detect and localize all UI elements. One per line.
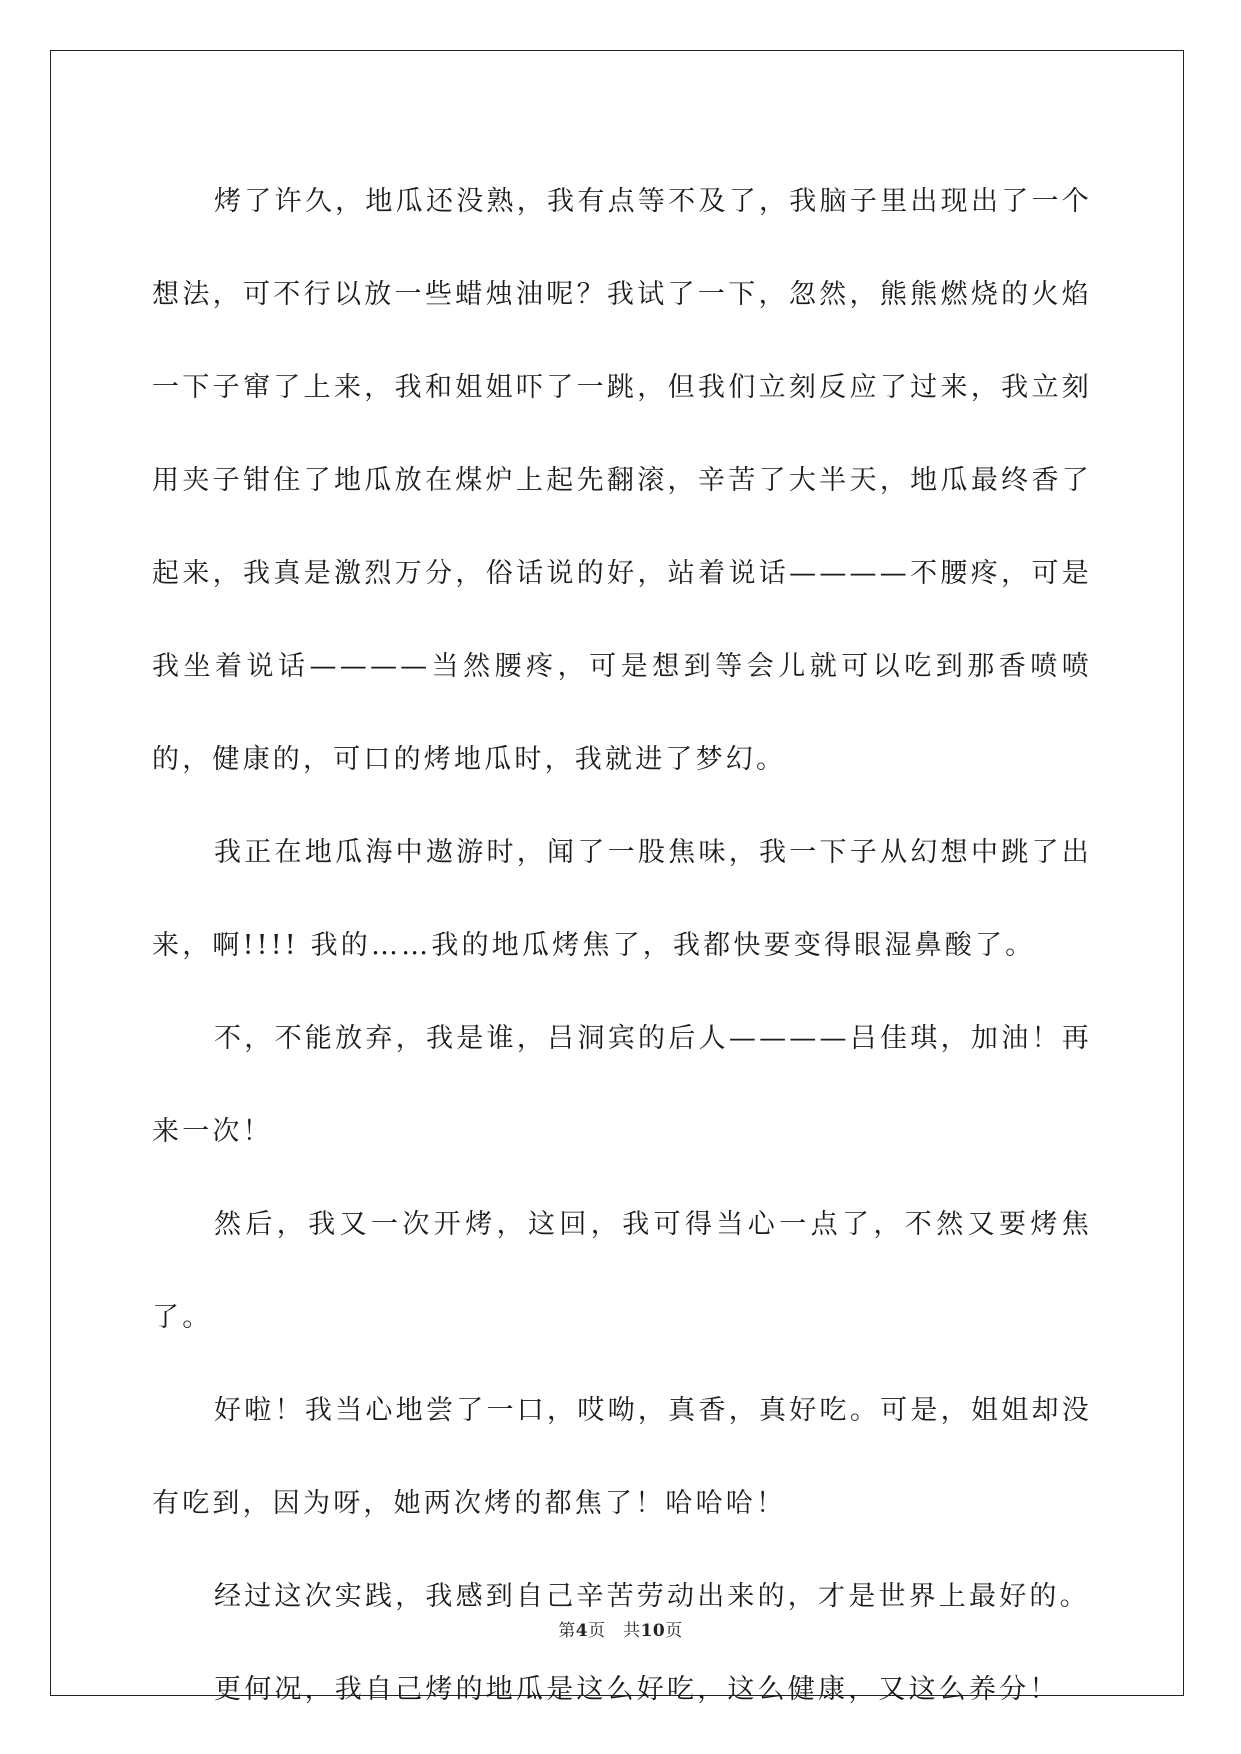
paragraph-1: 烤了许久，地瓜还没熟，我有点等不及了，我脑子里出现出了一个想法，可不行以放一些蜡烛油呢？我试了一下，忽然，熊熊燃烧的火焰一下子窜了上来，我和姐姐吓了一跳，但我们立刻反应了过来，我立刻用夹子钳住了地瓜放在煤炉上起先翻滚，辛苦了大半天，地瓜最终香了起来，我真是激烈万分，俗话说的好，站着说话————不腰疼，可是我坐着说话————当然腰疼，可是想到等会儿就可以吃到那香喷喷的，健康的，可口的烤地瓜时，我就进了梦幻。 xyxy=(152,186,1092,775)
paragraph-2: 我正在地瓜海中遨游时，闻了一股焦味，我一下子从幻想中跳了出来，啊!!!! 我的……我的地瓜烤焦了，我都快要变得眼湿鼻酸了。 xyxy=(152,837,1092,961)
page-number-prefix: 第 xyxy=(558,1621,576,1641)
document-body xyxy=(152,155,1092,1736)
paragraph-4: 然后，我又一次开烤，这回，我可得当心一点了，不然又要烤焦了。 xyxy=(152,1209,1092,1333)
page-number-total: 10 xyxy=(640,1621,666,1641)
page-footer xyxy=(0,1616,1241,1641)
page-number-current: 4 xyxy=(575,1621,589,1641)
paragraph-3: 不，不能放弃，我是谁，吕洞宾的后人————吕佳琪，加油！再来一次！ xyxy=(152,1023,1092,1147)
paragraph-7: 更何况，我自己烤的地瓜是这么好吃，这么健康，又这么养分！ xyxy=(214,1674,1060,1705)
page-number-suffix: 页 xyxy=(665,1621,683,1641)
page-number-mid: 页 共 xyxy=(588,1621,641,1641)
paragraph-6: 经过这次实践，我感到自己辛苦劳动出来的，才是世界上最好的。 xyxy=(214,1581,1090,1612)
paragraph-5: 好啦！我当心地尝了一口，哎呦，真香，真好吃。可是，姐姐却没有吃到，因为呀，她两次烤的都焦了！哈哈哈！ xyxy=(152,1395,1092,1519)
